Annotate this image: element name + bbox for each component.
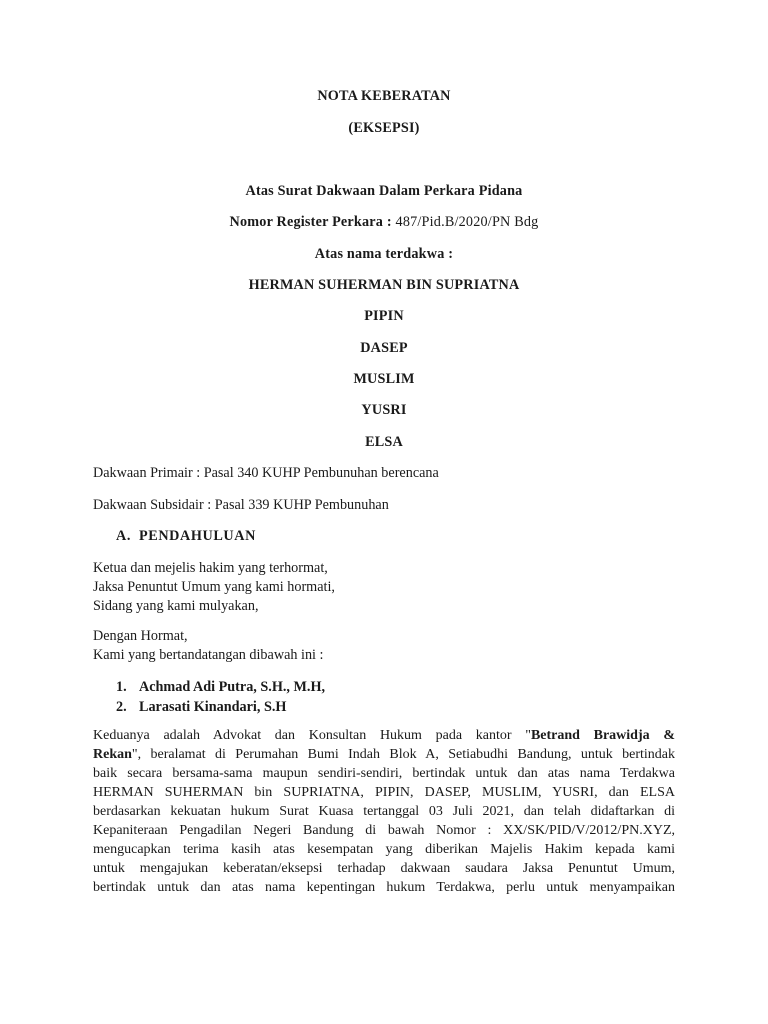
salutation-block (93, 627, 323, 665)
defendant-name: HERMAN SUHERMAN BIN SUPRIATNA (248, 277, 520, 293)
greeting-line: Sidang yang kami mulyakan, (93, 598, 259, 614)
document-title: NOTA KEBERATAN (317, 88, 451, 104)
firm-name: Rekan (93, 747, 132, 762)
defendant-name: MUSLIM (353, 371, 415, 387)
charge-subsidiary: Dakwaan Subsidair : Pasal 339 KUHP Pembunuhan (93, 497, 389, 513)
list-item (116, 698, 325, 718)
register-line (0, 214, 768, 231)
body-paragraph (93, 726, 675, 897)
paragraph-line: mengucapkan terima kasih atas kesempatan yang diberikan Majelis Hakim kepada kami (93, 842, 675, 857)
paragraph-line: baik secara bersama-sama maupun sendiri-sendiri, bertindak untuk dan atas nama Terdakwa (93, 766, 675, 781)
defendant-name: PIPIN (364, 308, 404, 324)
charge-primary: Dakwaan Primair : Pasal 340 KUHP Pembunuhan berencana (93, 465, 439, 481)
section-heading (116, 528, 256, 545)
defendant-label: Atas nama terdakwa : (314, 246, 454, 262)
defendant-name: DASEP (360, 340, 408, 356)
register-label: Nomor Register Perkara : (229, 214, 392, 230)
list-number: 2. (116, 698, 127, 715)
paragraph-text: ", beralamat di Perumahan Bumi Indah Blok A, Setiabudhi Bandung, untuk bertindak (131, 747, 675, 762)
salutation-line: Kami yang bertandatangan dibawah ini : (93, 647, 324, 663)
counsel-list (116, 678, 325, 717)
greeting-block (93, 559, 335, 616)
salutation-line: Dengan Hormat, (93, 628, 188, 644)
defendant-name: YUSRI (361, 402, 407, 418)
document-subtitle: (EKSEPSI) (348, 120, 420, 136)
paragraph-line: bertindak untuk dan atas nama kepentingan hukum Terdakwa, perlu untuk menyampaikan (93, 880, 675, 895)
greeting-line: Ketua dan mejelis hakim yang terhormat, (93, 560, 328, 576)
paragraph-line (93, 726, 675, 745)
counsel-name: Larasati Kinandari, S.H (139, 698, 287, 715)
paragraph-line: berdasarkan kekuatan hukum Surat Kuasa tertanggal 03 Juli 2021, dan telah didaftarkan di (93, 804, 675, 819)
paragraph-line (93, 745, 675, 764)
firm-name: Betrand Brawidja & (530, 728, 675, 743)
greeting-line: Jaksa Penuntut Umum yang kami hormati, (93, 579, 335, 595)
paragraph-line: HERMAN SUHERMAN bin SUPRIATNA, PIPIN, DASEP, MUSLIM, YUSRI, dan ELSA (93, 785, 675, 800)
defendant-name: ELSA (365, 434, 403, 450)
list-number: 1. (116, 679, 127, 695)
subject-line: Atas Surat Dakwaan Dalam Perkara Pidana (245, 183, 523, 199)
paragraph-line: untuk mengajukan keberatan/eksepsi terhadap dakwaan saudara Jaksa Penuntut Umum, (93, 861, 675, 876)
paragraph-line: Kepaniteraan Pengadilan Negeri Bandung di bawah Nomor : XX/SK/PID/V/2012/PN.XYZ, (93, 823, 675, 838)
counsel-name: Achmad Adi Putra, S.H., M.H, (139, 679, 326, 695)
section-marker: A. (116, 528, 131, 544)
list-item (116, 678, 325, 698)
register-value: 487/Pid.B/2020/PN Bdg (391, 214, 539, 230)
section-title: PENDAHULUAN (139, 528, 256, 544)
paragraph-text: Keduanya adalah Advokat dan Konsultan Hukum pada kantor " (93, 728, 531, 743)
